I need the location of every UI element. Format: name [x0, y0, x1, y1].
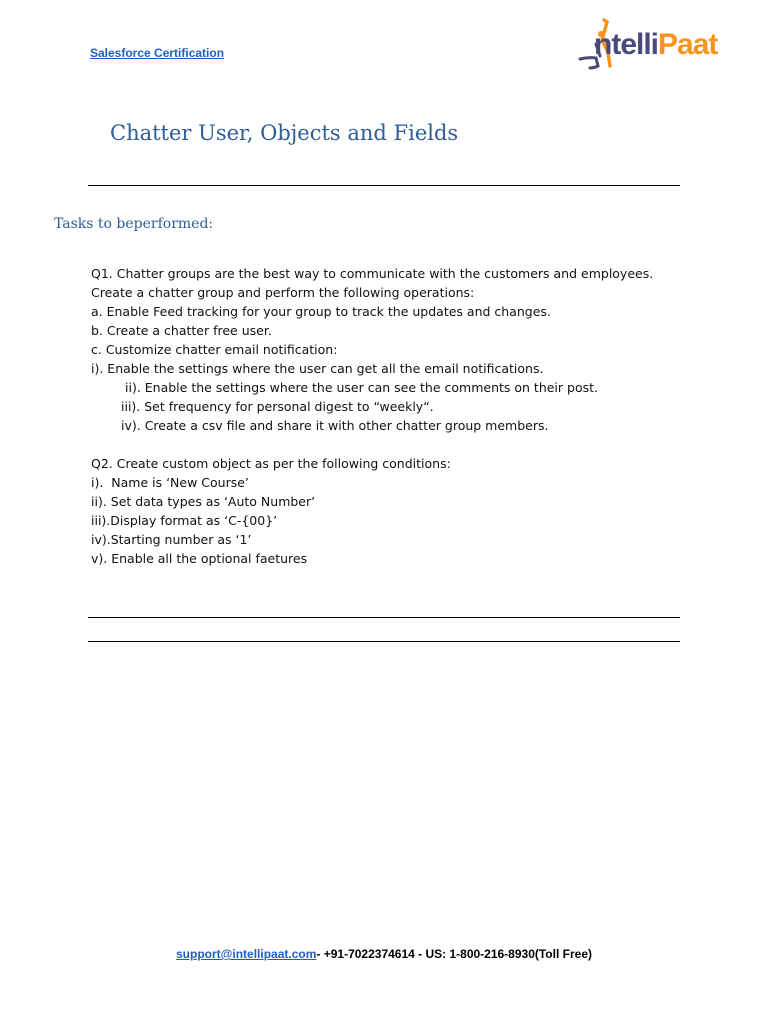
q1-line: c. Customize chatter email notification: [91, 342, 338, 357]
q1-line: Q1. Chatter groups are the best way to communicate with the customers and employees. [91, 266, 654, 281]
salesforce-certification-link[interactable]: Salesforce Certification [90, 46, 225, 60]
support-email-link[interactable]: support@intellipaat.com [176, 947, 317, 961]
task-list [91, 264, 691, 568]
q2-line: iii).Display format as ‘C-{00}’ [91, 513, 278, 528]
q1-line: Create a chatter group and perform the following operations: [91, 285, 475, 300]
q1-line: ii). Enable the settings where the user can see the comments on their post. [125, 380, 598, 395]
tasks-heading: Tasks to beperformed: [54, 216, 214, 232]
q2-line: v). Enable all the optional faetures [91, 551, 308, 566]
page-title: Chatter User, Objects and Fields [110, 121, 459, 145]
bottom-divider-1 [88, 617, 680, 618]
intellipaat-logo [574, 16, 740, 76]
title-divider [88, 185, 680, 186]
q1-line: i). Enable the settings where the user can get all the email notifications. [91, 361, 544, 376]
q2-line: iv).Starting number as ‘1’ [91, 532, 252, 547]
footer-phone-text: - +91-7022374614 - US: 1-800-216-8930(Toll Free) [316, 947, 592, 961]
logo-wordmark: ntelliPaat [594, 28, 718, 61]
q1-line: iv). Create a csv file and share it with other chatter group members. [121, 418, 549, 433]
bottom-divider-2 [88, 641, 680, 642]
q1-line: iii). Set frequency for personal digest to “weekly“. [121, 399, 434, 414]
footer-contact [0, 947, 768, 961]
q1-line: b. Create a chatter free user. [91, 323, 272, 338]
q1-line: a. Enable Feed tracking for your group to track the updates and changes. [91, 304, 551, 319]
q2-line: ii). Set data types as ‘Auto Number’ [91, 494, 316, 509]
q2-line: i). Name is ‘New Course’ [91, 475, 249, 490]
q2-line: Q2. Create custom object as per the following conditions: [91, 456, 451, 471]
